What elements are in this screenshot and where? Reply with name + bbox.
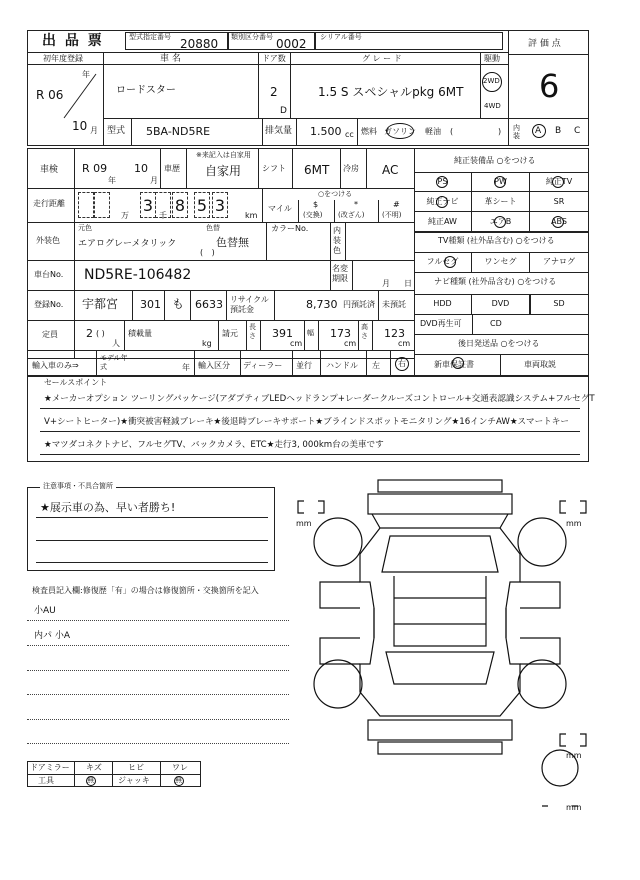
inspection-label: 車検 — [40, 165, 59, 175]
warranty-book: 新車保証書 — [434, 360, 474, 369]
width-value: 173 — [330, 327, 351, 340]
interior-c: C — [574, 126, 581, 136]
inspector-entry-1: 小AU — [34, 606, 56, 616]
equip-item-0: PS — [414, 172, 472, 192]
ac-label: 冷房 — [343, 164, 359, 173]
interior-label: 内装 — [513, 124, 520, 140]
color-no-label: カラーNo. — [271, 224, 309, 233]
category-value: 0002 — [276, 37, 307, 51]
equip-circle — [436, 196, 448, 208]
name-change-label: 名変期限 — [332, 264, 348, 283]
mm-front-right: mm — [566, 519, 582, 528]
grade-label: グ レ ー ド — [362, 54, 402, 63]
first-reg-slash — [60, 72, 100, 122]
jack-none: 無 — [175, 776, 182, 784]
capacity-value: 2 — [86, 327, 93, 340]
import-dealer: ディーラー — [243, 361, 283, 370]
model-label: 型式 — [107, 126, 126, 136]
plate-label: 登録No. — [34, 300, 64, 309]
tool-none: 無 — [87, 776, 94, 784]
serial-label: シリアル番号 — [320, 33, 362, 41]
navi-row-1: DVD — [472, 294, 530, 314]
import-only: 輸入車のみ⇒ — [32, 361, 79, 370]
inspector-label: 検査員記入欄:修復歴「有」の場合は修復箇所・交換箇所を記入 — [32, 586, 259, 595]
first-reg-label: 初年度登録 — [43, 54, 83, 63]
tv-row-2: アナログ — [543, 257, 575, 266]
plate-area: 宇都宮 — [82, 297, 119, 311]
odometer-digit — [94, 192, 110, 218]
import-parallel: 並行 — [296, 361, 312, 370]
plate-class: 301 — [140, 298, 161, 311]
equip-item-5: SR — [530, 192, 588, 212]
tv-title: TV種類 (社外品含む) ○をつける — [438, 236, 555, 245]
drive-label: 駆動 — [484, 54, 500, 63]
drive-2wd: 2WD — [483, 77, 500, 85]
inspection-era: R 09 — [82, 162, 108, 175]
score-value: 6 — [539, 67, 560, 105]
interior-color-label: 内装色 — [333, 226, 341, 255]
equip-item-8: ABS — [530, 212, 588, 232]
height-value: 123 — [384, 327, 405, 340]
equip-item-1: PW — [472, 172, 530, 192]
fuel-light: 軽油 — [425, 127, 441, 136]
sales-line-3: ★マツダコネクトナビ、フルセグTV、バックカメラ、ETC★走行3, 000km台の美車です — [44, 440, 384, 450]
length-value: 391 — [272, 327, 293, 340]
warranty-circle — [452, 357, 464, 369]
odometer-digit: 3 — [140, 192, 156, 218]
first-reg-month: 10 — [72, 119, 88, 133]
shift-label: シフト — [262, 164, 286, 173]
fuel-gasoline: ガソリン — [384, 127, 416, 136]
mm-rear-right: mm — [566, 751, 582, 760]
first-reg-era: R 06 — [36, 88, 64, 102]
history-label: 車歴 — [164, 164, 180, 173]
plate-kana: も — [172, 297, 185, 311]
owner-manual: 車両取説 — [524, 360, 556, 369]
plate-number: 6633 — [195, 298, 223, 311]
equip-circle — [494, 216, 506, 228]
equipment-title: 純正装備品 ○をつける — [454, 156, 536, 165]
type-no-label: 型式指定番号 — [129, 33, 171, 41]
odometer-digit: 3 — [212, 192, 228, 218]
odometer-digit: 5 — [194, 192, 210, 218]
door-label: ドア数 — [262, 54, 286, 63]
model-year-label: モデル年式 — [100, 354, 128, 371]
notes-text: ★展示車の為、早い者勝ち! — [40, 501, 176, 514]
exterior-color-label: 外装色 — [36, 236, 60, 245]
equip-circle — [552, 176, 564, 188]
load-label: 積載量 — [128, 329, 152, 338]
sales-label: セールスポイント — [44, 378, 108, 387]
vin-value: ND5RE-106482 — [84, 267, 192, 283]
score-label: 評 価 点 — [528, 39, 561, 49]
equip-item-4: 革シート — [472, 192, 530, 212]
equip-item-7: エアB — [472, 212, 530, 232]
handle-right: 右 — [398, 359, 406, 368]
sales-line-1: ★メーカーオプション ツーリングパッケージ(アダプティブLEDヘッドランプ+レーダークルーズコントロール+交通表認識システム+フルセグT — [44, 394, 595, 404]
displacement-value: 1.500 — [310, 125, 342, 138]
displacement-label: 排気量 — [265, 126, 293, 136]
grade-value: 1.5 S スペシャルpkg 6MT — [318, 85, 464, 99]
equip-circle — [494, 176, 506, 188]
recycle-unpaid: 未預託 — [382, 300, 406, 309]
exterior-color-value: エアログレーメタリック — [78, 239, 177, 249]
inspection-month: 10 — [134, 162, 148, 175]
equip-item-3: 純正ナビ — [414, 192, 472, 212]
mileage-circle-note: ○をつける — [318, 190, 353, 198]
interior-b: B — [555, 126, 562, 136]
tv-row-1: ワンセグ — [472, 252, 530, 272]
fuel-label: 燃料 — [361, 127, 377, 136]
inspector-entry-2: 内パ 小A — [34, 631, 71, 641]
sales-line-2: V+シートヒーター)★衝突被害軽減ブレーキ★後退時ブレーキサポート★ブラインドスポットモニタリング★16インチAW★スマートキー — [44, 417, 569, 427]
door-value: 2 — [270, 85, 278, 99]
repaint-value: 色替無 — [216, 236, 249, 249]
capacity-label: 定員 — [42, 330, 58, 339]
dvd-play: DVD再生可 — [420, 319, 462, 328]
navi-title: ナビ種類 (社外品含む) ○をつける — [434, 277, 557, 286]
vin-label: 車台No. — [34, 270, 64, 279]
odometer-digit: 8 — [172, 192, 188, 218]
type-no-value: 20880 — [180, 37, 219, 51]
model-value: 5BA-ND5RE — [146, 125, 211, 138]
equip-item-2: 純正TV — [530, 172, 588, 192]
car-name-label: 車 名 — [160, 54, 181, 64]
navi-row-2: SD — [553, 299, 565, 308]
car-name-value: ロードスター — [116, 85, 176, 96]
tv-row-0: フルセグ — [414, 252, 472, 272]
recycle-amount: 8,730 — [306, 298, 338, 311]
equip-circle — [552, 216, 564, 228]
odometer-digit — [78, 192, 94, 218]
history-value: 自家用 — [205, 164, 242, 178]
mm-front-left: mm — [296, 519, 312, 528]
handle-label: ハンドル — [326, 361, 358, 370]
equip-item-6: 純正AW — [414, 212, 472, 232]
drive-4wd: 4WD — [484, 102, 501, 110]
recycle-label: リサイクル預託金 — [230, 295, 269, 314]
form-title: 出 品 票 — [42, 33, 104, 49]
tv-row-circle — [444, 256, 456, 268]
notes-label: 注意事項・不具合箇所 — [40, 483, 116, 490]
equip-circle — [436, 176, 448, 188]
mileage-tamper: (改ざん) — [338, 211, 365, 219]
category-label: 類別区分番号 — [231, 33, 273, 41]
car-damage-diagram — [290, 476, 590, 816]
ac-value: AC — [382, 163, 399, 177]
notes-box — [27, 487, 275, 571]
mileage-swap: (交換) — [303, 211, 323, 219]
cd-label: CD — [490, 319, 502, 328]
mile-option: マイル — [268, 204, 292, 213]
mileage-unknown: (不明) — [382, 211, 402, 219]
interior-a: A — [535, 126, 542, 136]
handle-left: 左 — [372, 361, 380, 370]
later-ship-title: 後日発送品 ○をつける — [458, 339, 540, 348]
shift-value: 6MT — [304, 163, 330, 177]
mileage-label: 走行距離 — [33, 199, 65, 208]
navi-row-0: HDD — [414, 294, 472, 314]
mm-spare: mm — [566, 803, 582, 812]
